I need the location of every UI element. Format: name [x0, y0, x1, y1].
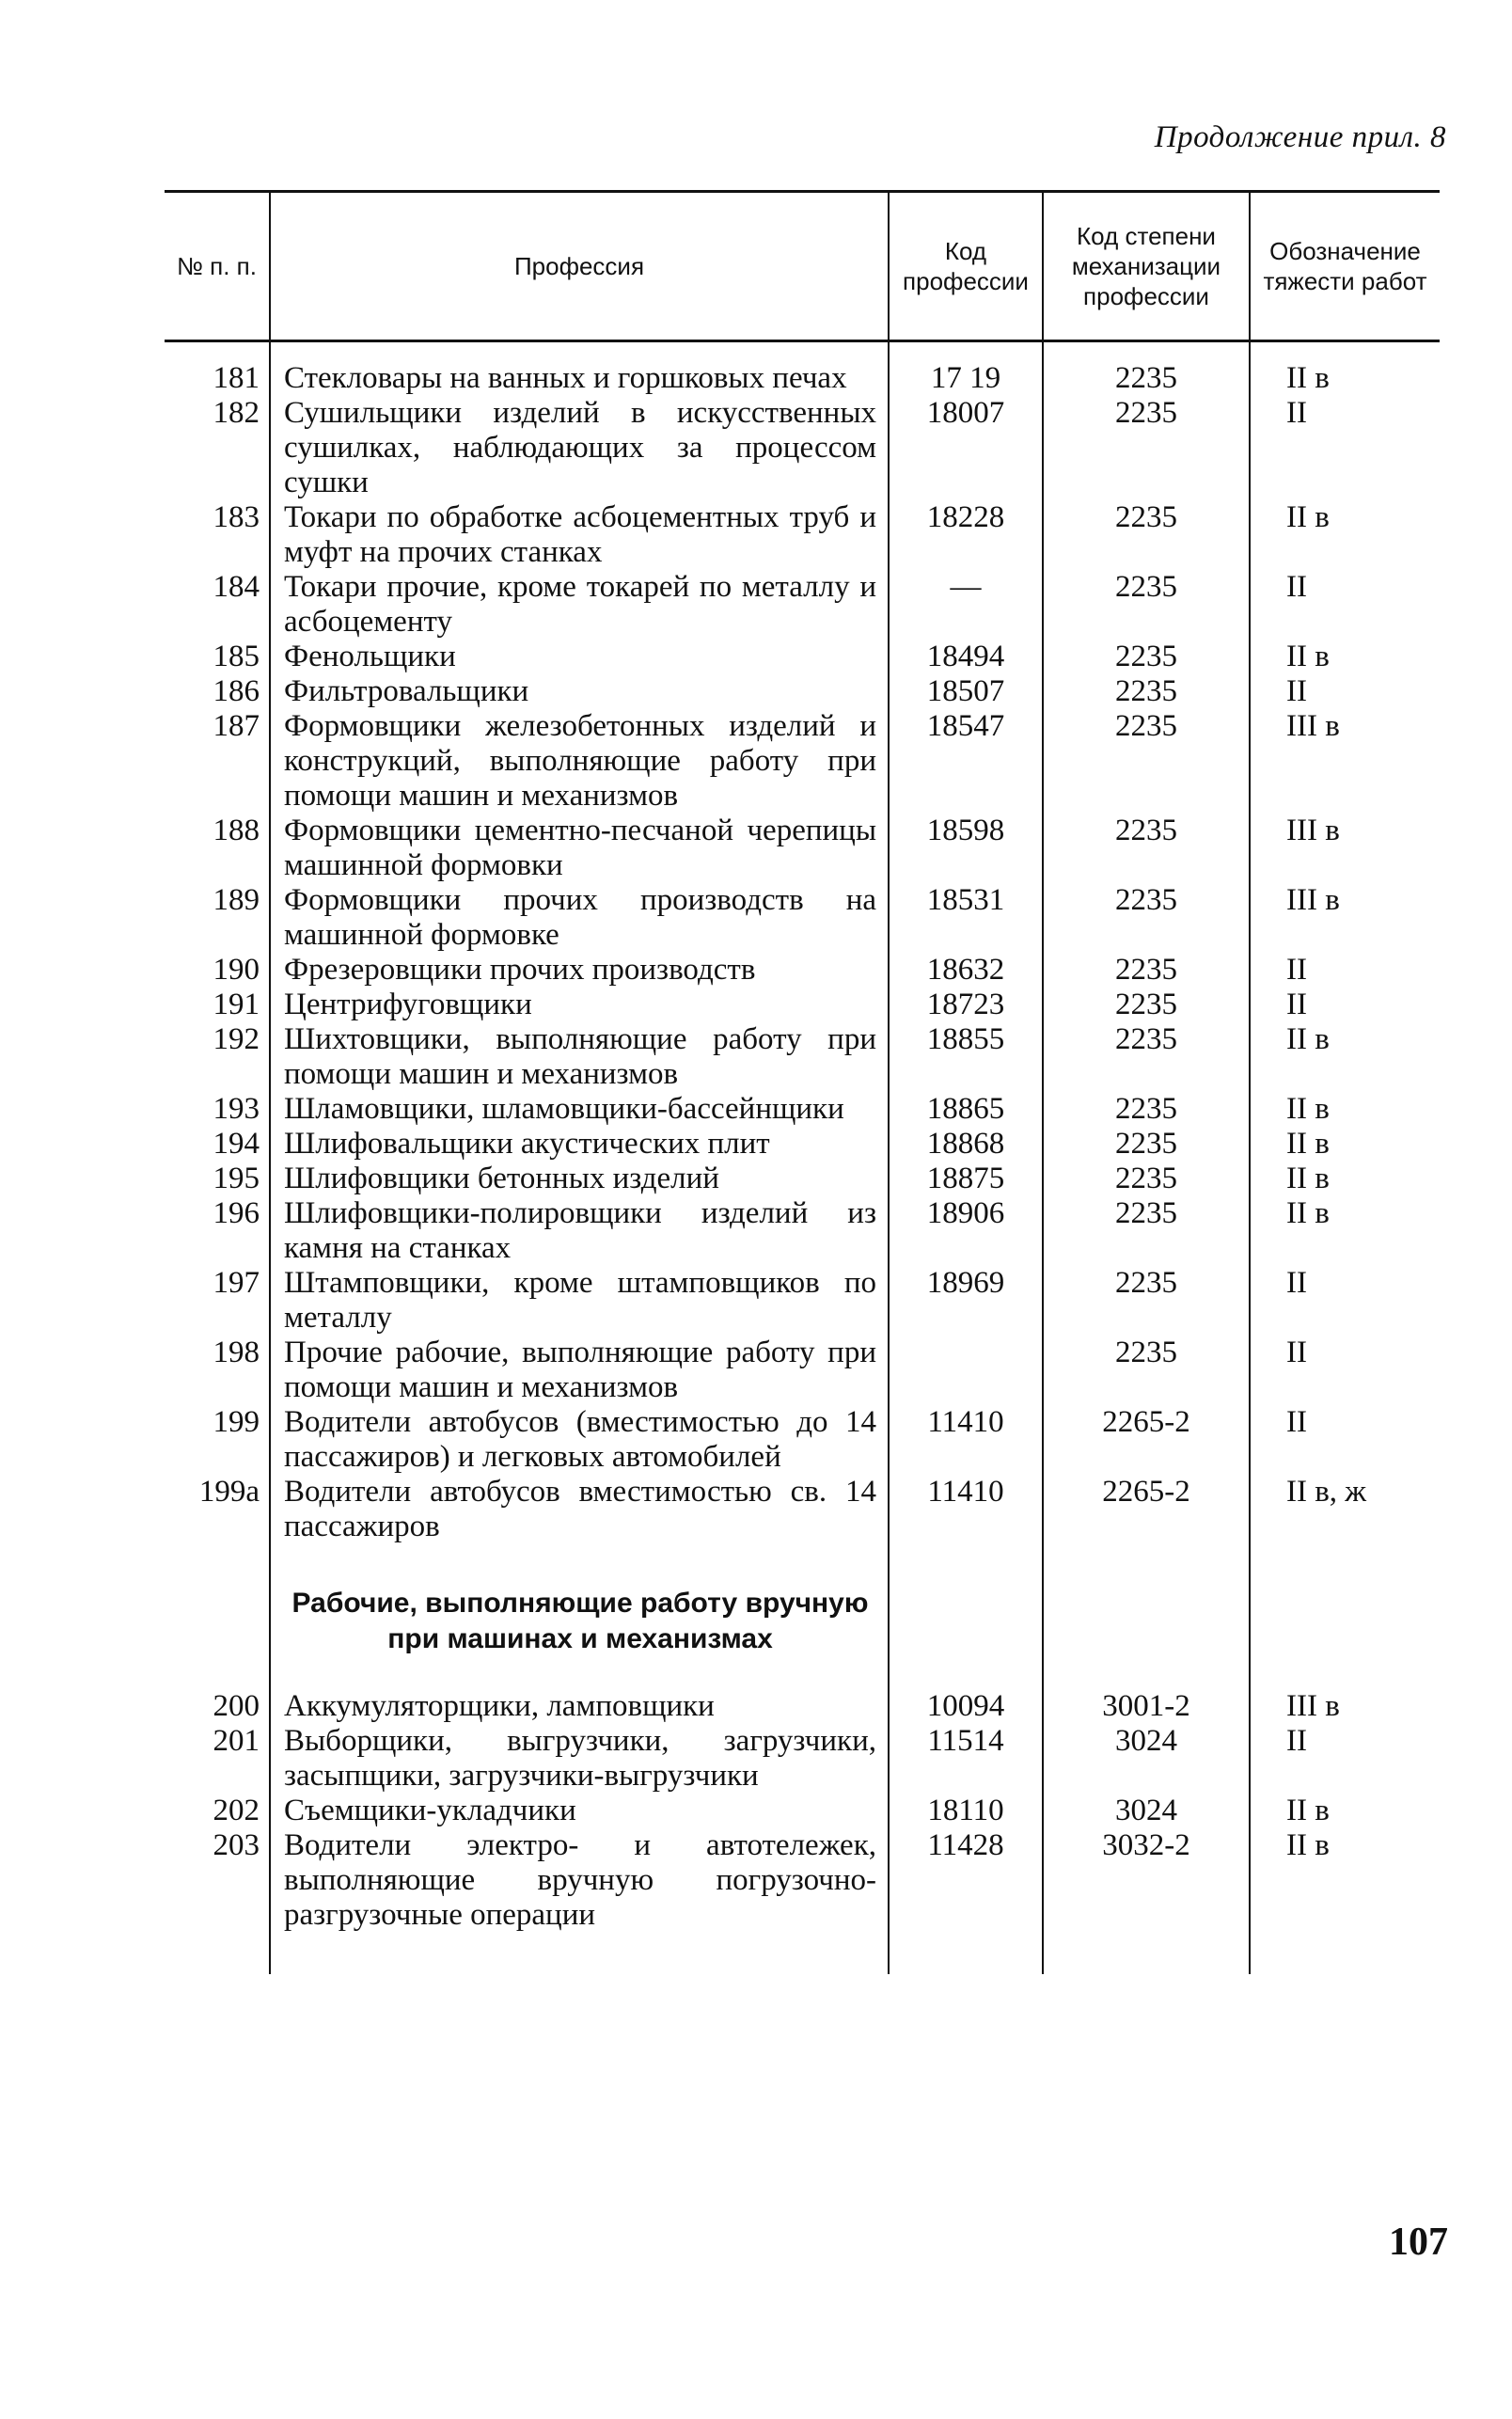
row-number: 198: [213, 1336, 260, 1369]
table-row: [165, 396, 1440, 500]
profession-code: 10094: [889, 1689, 1043, 1724]
mechanization-code: 2235: [1043, 883, 1250, 953]
profession-code: 17 19: [889, 361, 1043, 396]
section-heading-row: [165, 1544, 1440, 1689]
profession-code: 18531: [889, 883, 1043, 953]
profession-name: Шлифовщики бетонных изделий: [270, 1162, 889, 1196]
row-number: 194: [213, 1127, 260, 1161]
heaviness-designation: II: [1250, 988, 1440, 1022]
profession-code: —: [889, 570, 1043, 640]
profession-code: 18632: [889, 953, 1043, 988]
mechanization-code: 3024: [1043, 1794, 1250, 1828]
profession-name: Выборщики, выгрузчики, загрузчики, засыпщики, загрузчики-выгрузчики: [270, 1724, 889, 1794]
row-number: 199: [213, 1405, 260, 1439]
column-header-num: № п. п.: [165, 192, 270, 341]
mechanization-code: 2235: [1043, 500, 1250, 570]
profession-name: Формовщики железобетонных изделий и конструкций, выполняющие работу при помощи машин и механизмов: [270, 709, 889, 814]
mechanization-code: 2235: [1043, 814, 1250, 883]
profession-name: Фенольщики: [270, 640, 889, 674]
table-row: [165, 361, 1440, 396]
heaviness-designation: II: [1250, 674, 1440, 709]
profession-name: Штамповщики, кроме штамповщиков по металлу: [270, 1266, 889, 1336]
row-number: 191: [213, 988, 260, 1021]
profession-code: 18110: [889, 1794, 1043, 1828]
row-number: 201: [213, 1724, 260, 1758]
profession-code: [889, 1336, 1043, 1405]
profession-code: 11410: [889, 1405, 1043, 1475]
table-row: [165, 953, 1440, 988]
column-header-profession: Профессия: [270, 192, 889, 341]
profession-name: Токари прочие, кроме токарей по металлу и асбоцементу: [270, 570, 889, 640]
profession-code: 18723: [889, 988, 1043, 1022]
profession-code: 18547: [889, 709, 1043, 814]
column-header-code: Код профессии: [889, 192, 1043, 341]
profession-code: 18228: [889, 500, 1043, 570]
profession-code: 18507: [889, 674, 1043, 709]
table-row: [165, 674, 1440, 709]
mechanization-code: 2235: [1043, 570, 1250, 640]
table-row: [165, 1475, 1440, 1544]
row-number: 196: [213, 1196, 260, 1230]
table-row: [165, 814, 1440, 883]
heaviness-designation: II: [1250, 1336, 1440, 1405]
row-number: 188: [213, 814, 260, 847]
mechanization-code: 2235: [1043, 1022, 1250, 1092]
heaviness-designation: III в: [1250, 883, 1440, 953]
column-header-heaviness: Обозначение тяжести работ: [1250, 192, 1440, 341]
mechanization-code: 2235: [1043, 1092, 1250, 1127]
heaviness-designation: II: [1250, 396, 1440, 500]
profession-name: Фильтровальщики: [270, 674, 889, 709]
table-row: [165, 1828, 1440, 1933]
column-header-mech-code: Код степени механизации профессии: [1043, 192, 1250, 341]
row-number: 187: [213, 709, 260, 743]
table-row: [165, 1794, 1440, 1828]
row-number: 182: [213, 396, 260, 430]
mechanization-code: 3032-2: [1043, 1828, 1250, 1933]
profession-name: Аккумуляторщики, ламповщики: [270, 1689, 889, 1724]
heaviness-designation: II: [1250, 570, 1440, 640]
table-row: [165, 1162, 1440, 1196]
profession-code: 18906: [889, 1196, 1043, 1266]
row-number: 193: [213, 1092, 260, 1126]
row-number: 203: [213, 1828, 260, 1862]
page-header-continuation: Продолжение прил. 8: [1154, 120, 1446, 154]
row-number: 181: [213, 361, 260, 395]
heaviness-designation: II в: [1250, 500, 1440, 570]
row-number: 184: [213, 570, 260, 604]
heaviness-designation: II в: [1250, 1196, 1440, 1266]
mechanization-code: 2235: [1043, 361, 1250, 396]
profession-code: 18969: [889, 1266, 1043, 1336]
profession-name: Токари по обработке асбоцементных труб и муфт на прочих станках: [270, 500, 889, 570]
mechanization-code: 3001-2: [1043, 1689, 1250, 1724]
table-row: [165, 640, 1440, 674]
mechanization-code: 2235: [1043, 640, 1250, 674]
profession-name: Шихтовщики, выполняющие работу при помощи машин и механизмов: [270, 1022, 889, 1092]
profession-name: Формовщики цементно-песчаной черепицы машинной формовки: [270, 814, 889, 883]
table-row: [165, 500, 1440, 570]
table-row: [165, 1724, 1440, 1794]
profession-name: Формовщики прочих производств на машинной формовке: [270, 883, 889, 953]
profession-code: 18868: [889, 1127, 1043, 1162]
profession-name: Съемщики-укладчики: [270, 1794, 889, 1828]
row-number: 192: [213, 1022, 260, 1056]
mechanization-code: 2235: [1043, 396, 1250, 500]
mechanization-code: 2235: [1043, 1162, 1250, 1196]
mechanization-code: 2235: [1043, 674, 1250, 709]
heaviness-designation: II в: [1250, 1162, 1440, 1196]
profession-code: 18865: [889, 1092, 1043, 1127]
heaviness-designation: II в, ж: [1250, 1475, 1440, 1544]
profession-name: Фрезеровщики прочих производств: [270, 953, 889, 988]
mechanization-code: 2235: [1043, 1196, 1250, 1266]
table-row: [165, 709, 1440, 814]
mechanization-code: 3024: [1043, 1724, 1250, 1794]
table-row: [165, 1022, 1440, 1092]
table-header-row: [165, 192, 1440, 341]
heaviness-designation: II в: [1250, 1092, 1440, 1127]
profession-code: 18855: [889, 1022, 1043, 1092]
heaviness-designation: II в: [1250, 1828, 1440, 1933]
page-number: 107: [1389, 2221, 1448, 2264]
profession-name: Стекловары на ванных и горшковых печах: [270, 361, 889, 396]
mechanization-code: 2235: [1043, 1127, 1250, 1162]
row-number: 183: [213, 500, 260, 534]
profession-name: Водители электро- и автотележек, выполняющие вручную погрузочно-разгрузочные операции: [270, 1828, 889, 1933]
mechanization-code: 2265-2: [1043, 1475, 1250, 1544]
heaviness-designation: II в: [1250, 640, 1440, 674]
profession-name: Шлифовщики-полировщики изделий из камня на станках: [270, 1196, 889, 1266]
table-row: [165, 570, 1440, 640]
table-row: [165, 1336, 1440, 1405]
mechanization-code: 2235: [1043, 988, 1250, 1022]
mechanization-code: 2235: [1043, 1266, 1250, 1336]
row-number: 185: [213, 640, 260, 673]
profession-code: 18494: [889, 640, 1043, 674]
profession-name: Центрифуговщики: [270, 988, 889, 1022]
heaviness-designation: III в: [1250, 709, 1440, 814]
heaviness-designation: II: [1250, 1724, 1440, 1794]
row-number: 189: [213, 883, 260, 917]
heaviness-designation: II в: [1250, 361, 1440, 396]
profession-code: 18007: [889, 396, 1043, 500]
profession-name: Водители автобусов вместимостью св. 14 пассажиров: [270, 1475, 889, 1544]
heaviness-designation: II в: [1250, 1127, 1440, 1162]
mechanization-code: 2235: [1043, 953, 1250, 988]
heaviness-designation: III в: [1250, 1689, 1440, 1724]
profession-name: Водители автобусов (вместимостью до 14 пассажиров) и легковых автомобилей: [270, 1405, 889, 1475]
table-row: [165, 1405, 1440, 1475]
mechanization-code: 2235: [1043, 709, 1250, 814]
row-number: 199а: [198, 1475, 260, 1509]
profession-name: Прочие рабочие, выполняющие работу при помощи машин и механизмов: [270, 1336, 889, 1405]
table-body: [165, 361, 1440, 1974]
mechanization-code: 2265-2: [1043, 1405, 1250, 1475]
heaviness-designation: II в: [1250, 1022, 1440, 1092]
profession-code: 11410: [889, 1475, 1043, 1544]
row-number: 200: [213, 1689, 260, 1723]
profession-code: 11514: [889, 1724, 1043, 1794]
professions-table: [165, 190, 1440, 1974]
row-number: 202: [213, 1794, 260, 1827]
heaviness-designation: III в: [1250, 814, 1440, 883]
profession-name: Шлифовальщики акустических плит: [270, 1127, 889, 1162]
table-row: [165, 988, 1440, 1022]
table-row: [165, 1092, 1440, 1127]
profession-code: 18598: [889, 814, 1043, 883]
table-row: [165, 1127, 1440, 1162]
heaviness-designation: II: [1250, 953, 1440, 988]
mechanization-code: 2235: [1043, 1336, 1250, 1405]
profession-code: 18875: [889, 1162, 1043, 1196]
row-number: 197: [213, 1266, 260, 1300]
row-number: 195: [213, 1162, 260, 1195]
row-number: 190: [213, 953, 260, 987]
heaviness-designation: II: [1250, 1266, 1440, 1336]
table-row: [165, 1266, 1440, 1336]
row-number: 186: [213, 674, 260, 708]
heaviness-designation: II: [1250, 1405, 1440, 1475]
profession-name: Сушильщики изделий в искусственных сушилках, наблюдающих за процессом сушки: [270, 396, 889, 500]
section-title: Рабочие, выполняющие работу вручную при машинах и механизмах: [270, 1544, 889, 1689]
profession-code: 11428: [889, 1828, 1043, 1933]
table-row: [165, 883, 1440, 953]
profession-name: Шламовщики, шламовщики-бассейнщики: [270, 1092, 889, 1127]
heaviness-designation: II в: [1250, 1794, 1440, 1828]
table-row: [165, 1196, 1440, 1266]
table-row: [165, 1689, 1440, 1724]
